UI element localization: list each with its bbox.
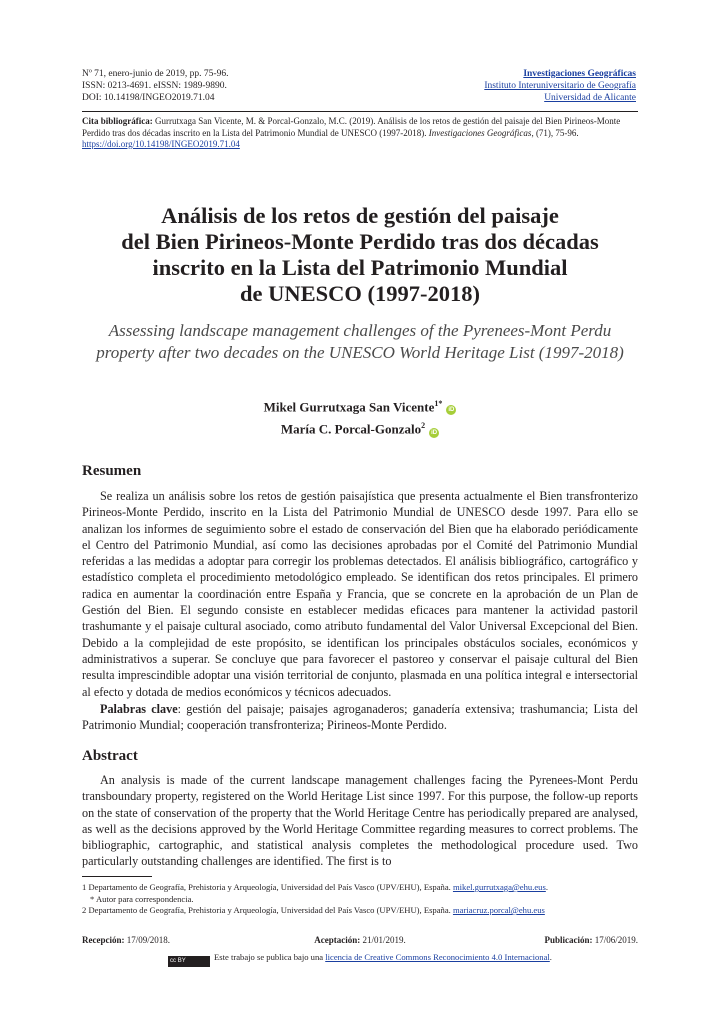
subtitle-line: property after two decades on the UNESCO World Heritage List (1997-2018) [96,343,624,362]
received-value: 17/09/2018. [124,935,171,945]
abstract-heading: Abstract [82,748,138,764]
citation-label: Cita bibliográfica: [82,116,153,126]
issue-info [82,68,228,104]
header-divider [82,111,638,112]
title-line: del Bien Pirineos-Monte Perdido tras dos décadas [121,229,599,254]
footnote-text: 1 Departamento de Geografía, Prehistoria y Arqueología, Universidad del País Vasco (UPV/EHU), España. [82,882,453,892]
license-link[interactable]: licencia de Creative Commons Reconocimiento 4.0 Internacional [325,952,550,962]
resumen-heading: Resumen [82,463,142,479]
doi: DOI: 10.14198/INGEO2019.71.04 [82,93,215,103]
article-subtitle-english [60,320,660,364]
author-list [60,394,660,439]
published-date [544,934,638,946]
footnote-text: 2 Departamento de Geografía, Prehistoria y Arqueología, Universidad del País Vasco (UPV/EHU), España. [82,905,453,915]
footnote-star: * Autor para correspondencia. [90,893,194,904]
author-name: Mikel Gurrutxaga San Vicente [263,399,435,415]
accepted-label: Aceptación: [314,935,361,945]
keywords-label: Palabras clave [100,702,178,716]
published-value: 17/06/2019. [592,935,638,945]
issue-number: Nº 71, enero-junio de 2019, pp. 75-96. [82,69,229,79]
journal-link[interactable]: Investigaciones Geográficas [523,69,636,79]
license-notice [0,951,720,967]
author-affiliation-mark: 1* [434,399,443,408]
license-tail: . [549,952,552,962]
orcid-icon[interactable]: iD [431,429,438,436]
title-line: Análisis de los retos de gestión del paisaje [161,203,559,228]
author [60,416,660,438]
resumen-text: Se realiza un análisis sobre los retos de gestión paisajística que presenta actualmente el Bien transfronterizo Pirineos-Monte Perdido, inscrito en la Lista del Patrimonio Mundial de UNESCO desde 1997. Para ello se analizan los informes de seguimiento sobre el estado de conservación del Bien que ha elaborado periódicamente el Centro del Patrimonio Mundial, así como las decisiones aprobadas por el Comité del Patrimonio Mundial referidas a las medidas a adoptar para corregir los problemas detectados. El análisis bibliográfico, cartográfico y estadístico completa el procedimiento metodológico empleado. Se identifican dos retos principales. El primero radica en aumentar la coordinación entre España y Francia, que se concrete en la aprobación de un Plan de Gestión del Bien. El segundo consiste en establecer medidas eficaces para mantener la actividad pastoril trashumante y el paisaje cultural asociado, como atributo fundamental del Valor Universal Excepcional del Bien. Debido a la complejidad de este propósito, se identifican los principales obstáculos sociales, económicos y administrativos a superar. Se concluye que para favorecer el pastoreo y conservar el paisaje cultural del Bien resulta imprescindible adoptar una visión territorial de conjunto, plasmada en una política integral e intersectorial al efecto y dotada de medios económicos y técnicos adecuados. [82,489,638,699]
footnote-tail: . [545,882,548,892]
issn: ISSN: 0213-4691. eISSN: 1989-9890. [82,81,227,91]
cc-by-icon[interactable]: cc BY [168,956,210,967]
license-text: Este trabajo se publica bajo una [214,952,326,962]
citation-block [82,116,638,151]
title-line: de UNESCO (1997-2018) [240,281,480,306]
university-link[interactable]: Universidad de Alicante [544,93,636,103]
citation-journal: Investigaciones Geográficas [428,127,532,138]
author-affiliation-mark: 2 [421,421,426,431]
footnotes [82,882,638,917]
footnote-divider [82,876,152,877]
footnote-1 [82,882,638,894]
article-title [60,203,660,307]
orcid-icon[interactable]: iD [448,407,455,414]
title-line: inscrito en la Lista del Patrimonio Mundial [152,255,568,280]
accepted-value: 21/01/2019. [360,935,406,945]
author [60,394,660,416]
keywords [82,701,638,734]
abstract-text: An analysis is made of the current landscape management challenges facing the Pyrenees-Mont Perdu transboundary property, registered on the World Heritage List since 1997. For this purpose, the follow-up reports on the state of conservation of the property that the World Heritage Centre has periodically prepared are analysed, as well as the decisions approved by the World Heritage Committee regarding measures to correct problems. The bibliographic, cartographic, and statistical analysis completes the methodological procedure used. Two particularly outstanding challenges are identified. The first is to [82,773,638,869]
subtitle-line: Assessing landscape management challenges of the Pyrenees-Mont Perdu [108,321,612,340]
author-name: María C. Porcal-Gonzalo [280,421,422,437]
footnote-2 [82,905,638,917]
institute-link[interactable]: Instituto Interuniversitario de Geografía [484,81,636,91]
citation-doi-link[interactable]: https://doi.org/10.14198/INGEO2019.71.04 [82,139,240,149]
received-label: Recepción: [82,935,125,945]
email-link[interactable]: mariacruz.porcal@ehu.eus [452,905,545,915]
published-label: Publicación: [544,935,593,945]
citation-tail: , (71), 75-96. [531,127,579,138]
citation-text: Gurrutxaga San Vicente, M. & Porcal-Gonzalo, M.C. (2019). Análisis de los retos de gestión del paisaje del Bien Pirineos-Monte Perdido tras dos décadas inscrito en la Lista del Patrimonio Mundial de UNESCO (1997-2018). [82,116,621,138]
email-link[interactable]: mikel.gurrutxaga@ehu.eus [452,882,546,892]
keywords-list: : gestión del paisaje; paisajes agroganaderos; ganadería extensiva; trashumancia; Lista del Patrimonio Mundial; cooperación transfronteriza; Pirineos-Monte Perdido. [82,702,639,733]
journal-info [484,68,636,104]
